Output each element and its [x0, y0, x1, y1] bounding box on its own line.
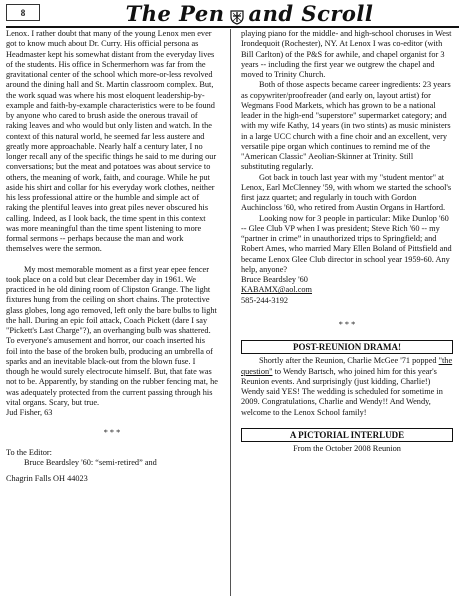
letter-paragraph: Looking now for 3 people in particular: Mike Dunlop '60 -- Glee Club VP when I was president; Steve Rich '60 -- my “partner in crime” in unauthorized trips to Springfield; and Robert Ames, who married Mary Ellen Boland of Pittsfield and became Lenox Glee Club director in school year 1959-60. Any help, anyone? [241, 213, 452, 274]
signature-email-link[interactable]: KABAMX@aol.com [241, 285, 313, 295]
page-number: 8 [6, 4, 40, 21]
masthead-title-left: The Pen [125, 0, 225, 26]
letter-location: Chagrin Falls OH 44023 [6, 474, 88, 483]
signature-phone: 585-244-3192 [241, 295, 289, 305]
pictorial-subtitle: From the October 2008 Reunion [293, 444, 401, 453]
masthead [40, 1, 459, 25]
column-divider [230, 29, 231, 596]
letter-paragraph: Both of those aspects became career ingredients: 23 years as copywriter/proofreader (and early on, layout artist) for Wegmans Food Markets, which has grown to be a national leader in the high-end "superstore" supermarket category; and with my wife Kathy, 14 years (in two stints) as music ministers in a large UCC church with a fine choir and an excellent, very versatile pipe organ which continues to remind me of the "American Classic" Aeolian-Skinner at Trinity. Still substituting regularly. [241, 80, 451, 172]
reunion-text-start: Shortly after the Reunion, Charlie McGee '71 popped [259, 356, 439, 366]
masthead-title-right: and Scroll [248, 0, 374, 26]
letter-salutation: To the Editor: [6, 447, 52, 457]
header-rule [6, 26, 459, 28]
article-paragraph: Lenox. I rather doubt that many of the young Lenox men ever got to know much about Dr. Curry. His official persona as Headmaster kept his somewhat distant from the everyday lives of the students. His office in Schermerhorn was far from the gravitational center of the school which more-or-less revolved around the dining hall and St. Martin classroom complex. But, the work squad was where his most eloquent leadership-by-example and faith-by-example characteristics were to be found by anyone who cared to brush aside the onerous travail of raking leaves and who would but only listen and watch. In the context of this natural world, he seemed far less austere and greatly more approachable. Nearly half a century later, I no longer recall any of the specific things he said to me during our conversations; but the meat and potatoes was about service to others, the meaning of work, faith, and courage. While he put aside his shirt and collar for his everyday work clothes, neither his less professional attire or the humble and simple act of raking the plentiful leaves into great piles never obscured his calling. Indeed, as I look back, the time spent in this context was more meaningful than the time spent listening to more formal sermons -- perhaps because the man and work themselves were the sermon. [6, 29, 217, 254]
pictorial-headline: A PICTORIAL INTERLUDE [241, 428, 453, 442]
letter-paragraph: playing piano for the middle- and high-school choruses in West Irondequoit (Rochester), NY. At Lenox I was co-editor (with Bill Carlton) of the P&S for awhile, and chapel organist for 3 years -- including the first year we outgrew the chapel and moved to Trinity Church. [241, 29, 452, 79]
section-divider: * * * [103, 428, 121, 438]
letter-opening: Bruce Beardsley '60: “semi-retired” and [24, 457, 157, 467]
signature: Jud Fisher, 63 [6, 408, 53, 417]
right-column [241, 29, 453, 454]
left-column [6, 29, 218, 484]
reunion-headline: POST-REUNION DRAMA! [241, 340, 453, 354]
letter-paragraph: Got back in touch last year with my "student mentor" at Lenox, Earl McClenney '59, with whom we started the school's first jazz quartet; and regularly in touch with Gordon Auchincloss '60, who retired from Austin Organs in Hartford. [241, 172, 452, 213]
reunion-quote: "the question" [241, 356, 453, 376]
signature-name: Bruce Beardsley '60 [241, 275, 308, 284]
section-divider: * * * [338, 319, 356, 329]
article-paragraph: My most memorable moment as a first year epee fencer took place on a cold but clear December day in 1961. We practiced in he old dining room of Clipston Grange. The light fixtures hung from the ceiling on short chains. The protective glass globes, long ago removed, left only the bare bulbs to light the hall. During an epic foil attack, Coach Pickett (dare I say "Pickett's Last Charge"?), an overhanging bulb was shattered. To everyone's amusement and horror, our coach inserted his foil into the base of the broken bulb, producing an umbrella of sparks and an inevitable black-out from the blown fuse. I though he would surely electrocute himself. But, that fate was not to be. Apparently, by standing on the rubber fencing mat, he was adequately protected from the current passing through his vital organs. Scary, but true. [6, 264, 218, 407]
crest-icon [229, 5, 245, 21]
reunion-text-end: to Wendy Bartsch, who joined him for this year's Reunion events. And surprisingly (just kidding, Charlie!) Wendy said YES! The wedding is scheduled for sometime in 2009. Congratulations, Charlie and Wendy!! And Wendy, welcome to the Lenox School family! [241, 366, 443, 417]
reunion-paragraph [241, 356, 453, 418]
